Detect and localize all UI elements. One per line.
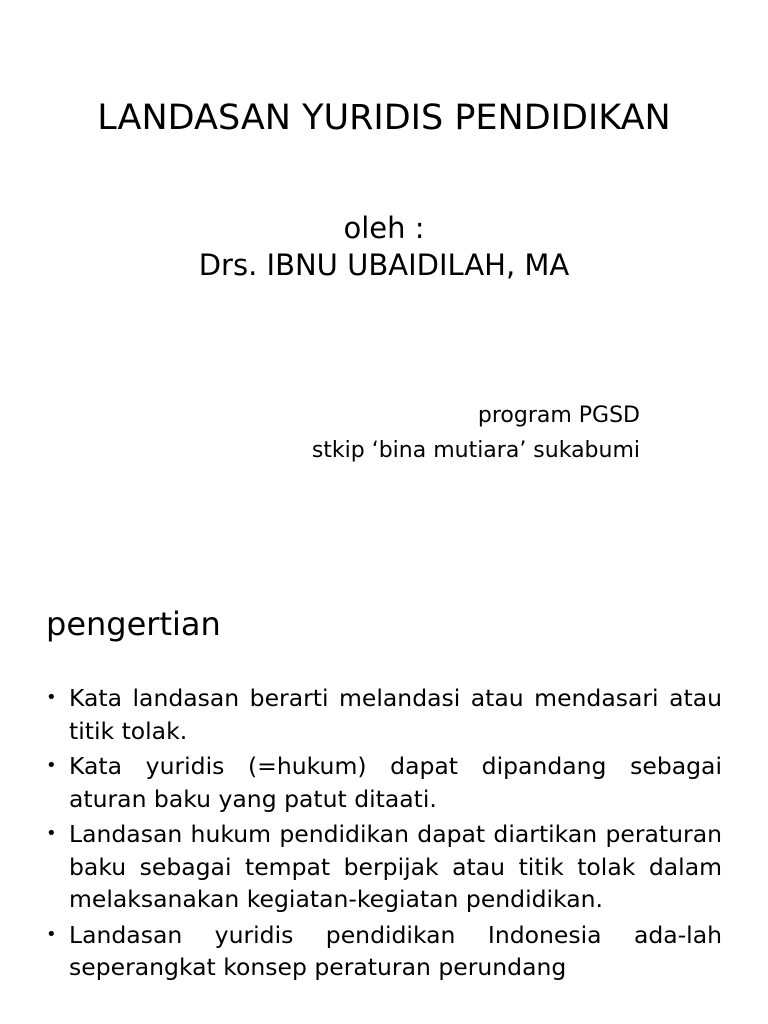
bullet-icon: • [46, 687, 57, 708]
bullet-text: Landasan hukum pendidikan dapat diartikan peraturan baku sebagai tempat berpijak atau titik tolak dalam melaksanakan kegiatan-kegiatan pendidikan. [69, 820, 722, 913]
presentation-title: LANDASAN YURIDIS PENDIDIKAN [97, 98, 671, 138]
bullet-icon: • [46, 923, 57, 945]
by-label: oleh : [343, 211, 425, 245]
program-name: program PGSD [477, 403, 640, 428]
bullet-icon: • [46, 755, 57, 776]
list-item [46, 818, 722, 916]
bullet-text: Kata yuridis (=hukum) dapat dipandang sebagai aturan baku yang patut ditaati. [69, 752, 722, 813]
list-item [46, 750, 722, 815]
bullet-text: Kata landasan berarti melandasi atau mendasari atau titik tolak. [69, 684, 722, 745]
author-block [0, 210, 768, 284]
institution-name: stkip ‘bina mutiara’ sukabumi [311, 438, 640, 463]
definition-slide [0, 576, 768, 1024]
list-item [46, 682, 722, 747]
bullet-icon: • [46, 823, 57, 844]
bullet-list [46, 682, 722, 987]
institution-block [0, 398, 640, 468]
section-heading: pengertian [46, 605, 221, 643]
author-name: Drs. IBNU UBAIDILAH, MA [198, 248, 570, 282]
bullet-text: Landasan yuridis pendidikan Indonesia ada-lah seperangkat konsep peraturan perundang [69, 920, 722, 981]
list-item [46, 919, 722, 984]
